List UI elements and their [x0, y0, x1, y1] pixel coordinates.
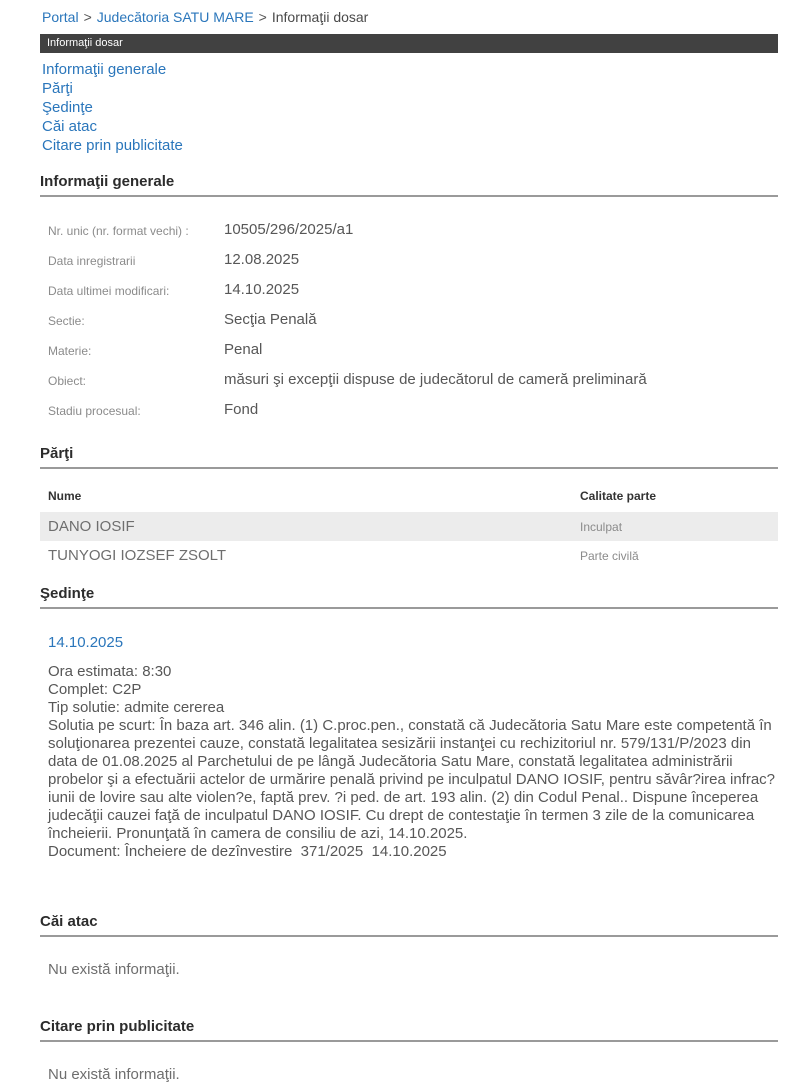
field-row-unique-number [40, 221, 778, 238]
general-info-fields [40, 221, 778, 418]
breadcrumb-link-court[interactable]: Judecătoria SATU MARE [96, 9, 254, 25]
field-row-last-modified [40, 281, 778, 298]
field-label: Materie: [48, 344, 92, 358]
field-row-procedural-stage [40, 401, 778, 418]
object-value: măsuri şi excepţii dispuse de judecătorul de cameră preliminară [224, 371, 647, 388]
appeals-empty-message: Nu există informaţii. [48, 961, 180, 978]
hearing-date-link[interactable]: 14.10.2025 [48, 634, 124, 651]
nav-link-sedinte[interactable]: Şedinţe [42, 99, 93, 116]
field-row-section [40, 311, 778, 328]
field-label: Stadiu procesual: [48, 404, 141, 418]
hearing-solution-type: Tip solutie: admite cererea [48, 699, 225, 716]
party-role: Parte civilă [580, 548, 639, 563]
case-number-value: 10505/296/2025/a1 [224, 221, 354, 238]
field-label: Sectie: [48, 314, 85, 328]
nav-link-citare-prin-publicitate[interactable]: Citare prin publicitate [42, 137, 183, 154]
appeals-heading: Căi atac [40, 913, 778, 937]
field-label: Data ultimei modificari: [48, 284, 170, 298]
matter-value: Penal [224, 341, 263, 358]
hearing-document: Document: Încheiere de dezînvestire 371/2025 14.10.2025 [48, 843, 447, 860]
field-row-matter [40, 341, 778, 358]
hearing-solution-summary: Solutia pe scurt: În baza art. 346 alin. (1) C.proc.pen., constată că Judecătoria Satu Mare este competentă în soluţionarea prezentei cauze, constată legalitatea sesizării instanţei cu rechizitoriul nr. 579/131/P/2023 din data de 01.08.2025 al Parchetului de pe lângă Judecătoria Satu Mare, constată legalitatea administrării probelor şi a efectuării actelor de urmărire penală privind pe inculpatul DANO IOSIF, pentru săvâr?irea infrac?iunii de lovire sau alte violen?e, faptă prev. ?i ped. de art. 193 alin. (2) din Codul Penal.. Dispune începerea judecăţii cauzei faţă de inculpatul DANO IOSIF. Cu drept de contestaţie în termen 3 zile de la comunicarea încheierii. Pronunţată în camera de consiliu de azi, 14.10.2025. [48, 717, 776, 842]
breadcrumb-separator: > [83, 9, 92, 25]
breadcrumb-link-portal[interactable]: Portal [42, 9, 79, 25]
breadcrumb [40, 9, 778, 25]
field-label: Obiect: [48, 374, 87, 388]
nav-link-parti[interactable]: Părţi [42, 80, 73, 97]
party-name: TUNYOGI IOZSEF ZSOLT [48, 547, 227, 564]
field-row-object [40, 371, 778, 388]
column-header-name: Nume [48, 489, 82, 503]
party-role: Inculpat [580, 519, 623, 534]
column-header-role: Calitate parte [580, 489, 657, 503]
section-title-bar: Informaţii dosar [40, 34, 778, 53]
public-citation-empty-message: Nu există informaţii. [48, 1066, 180, 1083]
hearings-heading: Şedinţe [40, 585, 778, 609]
table-row [40, 541, 778, 570]
breadcrumb-separator: > [258, 9, 267, 25]
field-row-registration-date [40, 251, 778, 268]
last-modified-value: 14.10.2025 [224, 281, 300, 298]
hearing-details [48, 663, 778, 861]
party-name: DANO IOSIF [48, 518, 135, 535]
public-citation-heading: Citare prin publicitate [40, 1018, 778, 1042]
hearing-time: Ora estimata: 8:30 [48, 663, 172, 680]
parties-heading: Părţi [40, 445, 778, 469]
field-label: Nr. unic (nr. format vechi) : [48, 224, 189, 238]
parties-table-header [40, 489, 778, 512]
section-value: Secţia Penală [224, 311, 317, 328]
nav-link-informatii-generale[interactable]: Informaţii generale [42, 61, 167, 78]
table-row [40, 512, 778, 541]
hearing-entry [40, 609, 778, 861]
field-label: Data inregistrarii [48, 254, 136, 268]
general-info-heading: Informaţii generale [40, 173, 778, 197]
registration-date-value: 12.08.2025 [224, 251, 300, 268]
nav-link-cai-atac[interactable]: Căi atac [42, 118, 98, 135]
anchor-nav [40, 60, 778, 155]
procedural-stage-value: Fond [224, 401, 259, 418]
breadcrumb-current-page: Informaţii dosar [271, 9, 369, 25]
hearing-panel: Complet: C2P [48, 681, 142, 698]
parties-table [40, 489, 778, 570]
